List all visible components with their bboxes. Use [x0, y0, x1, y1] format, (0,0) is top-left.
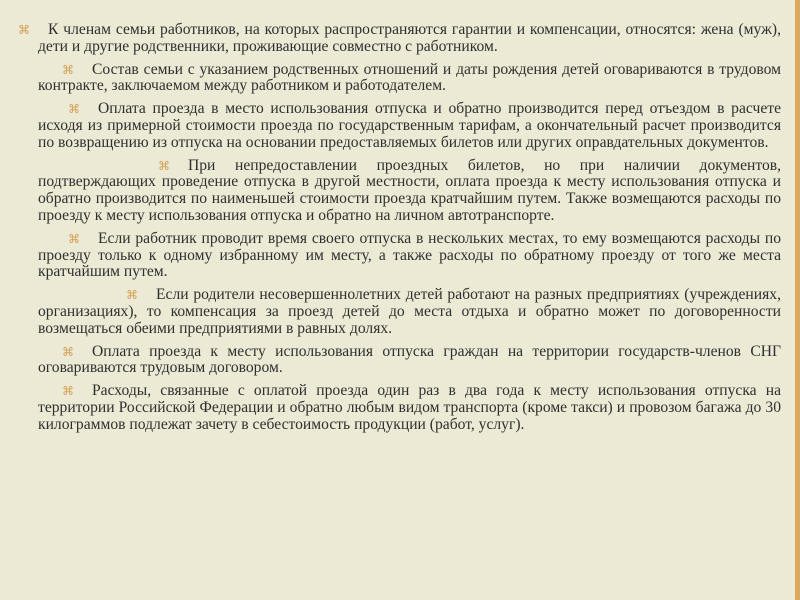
- bullet-marker-icon: ⌘: [62, 384, 74, 399]
- bullet-item-1: [8, 22, 781, 56]
- bullet-text-5: Если работник проводит время своего отпуска в нескольких местах, то ему возмещаются расходы по проезду только к одному избранному им месту, а также расходы по обратному проезду от того же места кратчайшим путем.: [38, 229, 781, 281]
- bullet-text-1: К членам семьи работников, на которых распространяются гарантии и компенсации, относятся: жена (муж), дети и другие родственники, проживающие совместно с работником.: [38, 21, 781, 55]
- bullet-marker-icon: ⌘: [126, 288, 138, 303]
- bullet-marker-icon: ⌘: [62, 344, 74, 359]
- bullet-text-7: Оплата проезда к месту использования отпуска граждан на территории государств-членов СНГ оговариваются трудовым договором.: [38, 342, 781, 377]
- slide-edge-accent: [795, 0, 800, 600]
- bullet-item-7: [8, 344, 781, 378]
- bullet-item-3: [8, 101, 781, 151]
- slide-content: [8, 22, 781, 440]
- bullet-marker-icon: ⌘: [62, 62, 74, 77]
- bullet-marker-icon: ⌘: [18, 23, 30, 37]
- bullet-marker-icon: ⌘: [68, 231, 80, 246]
- bullet-text-6: Если родители несовершеннолетних детей работают на разных предприятиях (учреждениях, организациях), то компенсация за проезд детей до места отдыха и обратно может по договоренности возмещаться обеими предприятиями в равных долях.: [38, 286, 781, 337]
- bullet-list: [8, 22, 781, 434]
- bullet-item-2: [8, 62, 781, 96]
- bullet-item-6: [8, 287, 781, 337]
- bullet-marker-icon: ⌘: [68, 102, 80, 117]
- bullet-text-4: При непредоставлении проездных билетов, но при наличии документов, подтверждающих проведение отпуска в другой местности, оплата проезда к месту использования отпуска и обратно производится по наименьшей стоимости проезда кратчайшим путем. Также возмещаются расходы по проезду к месту использования отпуска и обратно на личном автотранспорте.: [38, 156, 781, 224]
- bullet-marker-icon: ⌘: [158, 158, 170, 173]
- bullet-item-8: [8, 383, 781, 433]
- bullet-item-5: [8, 231, 781, 281]
- bullet-text-3: Оплата проезда в место использования отпуска и обратно производится перед отъездом в расчете исходя из примерной стоимости проезда по государственным тарифам, а окончательный расчет производится по возвращению из отпуска на основании предоставляемых билетов или других оправдательных документов.: [38, 100, 781, 151]
- bullet-text-2: Состав семьи с указанием родственных отношений и даты рождения детей оговариваются в трудовом контракте, заключаемом между работником и работодателем.: [38, 60, 781, 95]
- bullet-text-8: Расходы, связанные с оплатой проезда один раз в два года к месту использования отпуска на территории Российской Федерации и обратно любым видом транспорта (кроме такси) и провозом багажа до 30 килограммов подлежат зачету в себестоимость продукции (работ, услуг).: [38, 382, 781, 433]
- bullet-item-4: [8, 158, 781, 225]
